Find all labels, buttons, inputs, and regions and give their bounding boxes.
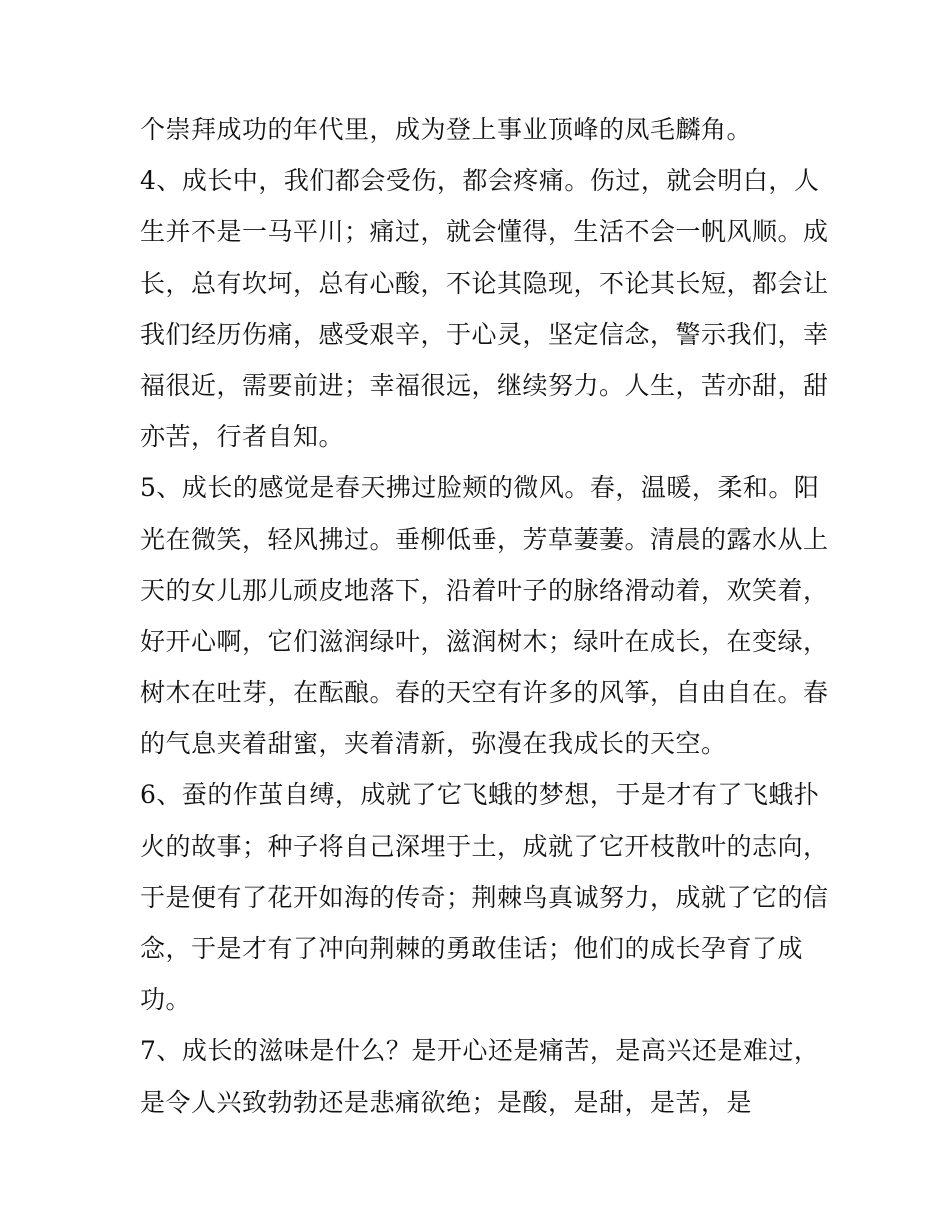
text-line: 福很近，需要前进；幸福很远，继续努力。人生，苦亦甜，甜 [140,370,829,400]
text-line: 于是便有了花开如海的传奇；荆棘鸟真诚努力，成就了它的信 [140,882,829,912]
text-line: 7、成长的滋味是什么？是开心还是痛苦，是高兴还是难过， [140,1036,820,1066]
text-line: 个崇拜成功的年代里，成为登上事业顶峰的凤毛麟角。 [140,115,753,144]
text-line: 长，总有坎坷，总有心酸，不论其隐现，不论其长短，都会让 [140,268,829,298]
document-body [140,104,829,1128]
text-line: 功。 [140,985,192,1015]
text-line: 生并不是一马平川；痛过，就会懂得，生活不会一帆风顺。成 [140,217,829,247]
text-line: 好开心啊，它们滋润绿叶，滋润树木；绿叶在成长，在变绿， [140,626,829,656]
text-line: 树木在吐芽，在酝酿。春的天空有许多的风筝，自由自在。春 [140,678,829,708]
text-line: 天的女儿那儿顽皮地落下，沿着叶子的脉络滑动着，欢笑着， [140,575,829,605]
text-line: 6、蚕的作茧自缚，成就了它飞蛾的梦想，于是才有了飞蛾扑 [140,780,820,810]
text-line: 亦苦，行者自知。 [140,422,345,452]
text-line: 念，于是才有了冲向荆棘的勇敢佳话；他们的成长孕育了成 [140,934,804,963]
text-line: 5、成长的感觉是春天拂过脸颊的微风。春，温暖，柔和。阳 [140,473,820,503]
text-line: 光在微笑，轻风拂过。垂柳低垂，芳草萋萋。清晨的露水从上 [140,524,829,554]
text-line: 是令人兴致勃勃还是悲痛欲绝；是酸，是甜，是苦，是 [140,1087,753,1117]
text-line: 的气息夹着甜蜜，夹着清新，弥漫在我成长的天空。 [140,729,727,759]
text-line: 火的故事；种子将自己深埋于土，成就了它开枝散叶的志向， [140,831,829,861]
text-line: 4、成长中，我们都会受伤，都会疼痛。伤过，就会明白，人 [140,166,820,196]
text-line: 我们经历伤痛，感受艰辛，于心灵，坚定信念，警示我们，幸 [140,319,829,349]
